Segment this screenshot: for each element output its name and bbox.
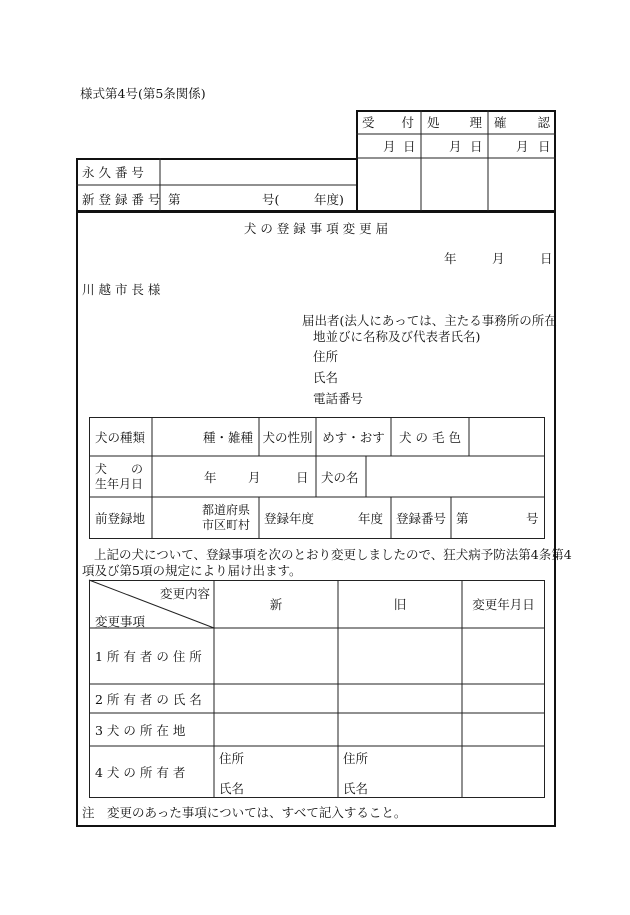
coat-label: 犬 の 毛 色 bbox=[399, 429, 461, 445]
notifier-label-1: 届出者(法人にあっては、主たる事務所の所在 bbox=[302, 313, 557, 328]
header-change-date: 変更年月日 bbox=[472, 597, 535, 612]
registration-year-suffix: 年度 bbox=[358, 510, 384, 526]
previous-place-label: 前登録地 bbox=[95, 510, 146, 526]
footnote: 注 変更のあった事項については、すべて記入すること。 bbox=[82, 805, 407, 820]
confirmation-day: 日 bbox=[538, 139, 551, 154]
registration-number-prefix: 第 bbox=[456, 510, 469, 526]
notifier-address-label: 住所 bbox=[313, 349, 339, 364]
permanent-number-label: 永 久 番 号 bbox=[82, 164, 144, 180]
registration-number-label: 登録番号 bbox=[396, 510, 447, 526]
statement-line-1: 上記の犬について、登録事項を次のとおり変更しましたので、狂犬病予防法第4条第4 bbox=[94, 547, 572, 562]
notifier-label-2: 地並びに名称及び代表者氏名) bbox=[313, 329, 481, 344]
received-month: 月 bbox=[383, 139, 396, 154]
date-day: 日 bbox=[540, 251, 553, 266]
sex-label: 犬の性別 bbox=[262, 429, 313, 445]
birth-month: 月 bbox=[248, 469, 261, 485]
registration-number-suffix: 号 bbox=[526, 510, 539, 526]
change-row-dog-owner: 4 犬 の 所 有 者 bbox=[95, 764, 186, 780]
registration-year-label: 登録年度 bbox=[264, 510, 315, 526]
new-owner-name-label: 氏名 bbox=[219, 781, 245, 796]
dog-name-label: 犬の名 bbox=[321, 469, 359, 485]
birth-day: 日 bbox=[296, 469, 309, 485]
new-registration-year-suffix: 年度) bbox=[314, 191, 344, 207]
header-change-content: 変更内容 bbox=[160, 586, 211, 601]
received-header: 受 付 bbox=[362, 115, 414, 130]
change-row-owner-address: 1 所 有 者 の 住 所 bbox=[95, 649, 202, 664]
new-registration-prefix: 第 bbox=[168, 191, 181, 207]
change-row-owner-name: 2 所 有 者 の 氏 名 bbox=[95, 691, 202, 707]
header-change-item: 変更事項 bbox=[95, 614, 146, 629]
confirmation-header: 確 認 bbox=[494, 115, 550, 130]
received-day: 日 bbox=[403, 139, 416, 154]
form-number: 様式第4号(第5条関係) bbox=[80, 86, 206, 101]
sex-value: めす・おす bbox=[322, 429, 385, 445]
change-row-dog-location: 3 犬 の 所 在 地 bbox=[95, 722, 186, 738]
confirmation-month: 月 bbox=[516, 139, 529, 154]
processing-day: 日 bbox=[470, 139, 483, 154]
form-title: 犬 の 登 録 事 項 変 更 届 bbox=[243, 221, 389, 236]
header-new: 新 bbox=[269, 597, 283, 612]
processing-header: 処 理 bbox=[427, 115, 482, 130]
date-month: 月 bbox=[492, 251, 505, 266]
breed-label: 犬の種類 bbox=[95, 429, 146, 445]
old-owner-address-label: 住所 bbox=[343, 751, 369, 766]
prefecture-municipality: 都道府県 市区町村 bbox=[202, 502, 251, 532]
birth-label: 犬 の 生年月日 bbox=[95, 461, 144, 491]
notifier-phone-label: 電話番号 bbox=[313, 391, 364, 406]
new-registration-label: 新 登 録 番 号 bbox=[82, 191, 161, 207]
statement-line-2: 項及び第5項の規定により届け出ます。 bbox=[82, 563, 302, 578]
processing-month: 月 bbox=[449, 139, 462, 154]
addressee: 川 越 市 長 様 bbox=[82, 282, 161, 297]
new-registration-suffix: 号( bbox=[262, 191, 280, 207]
notifier-name-label: 氏名 bbox=[313, 370, 339, 385]
date-year: 年 bbox=[444, 251, 457, 266]
birth-year: 年 bbox=[204, 469, 217, 485]
breed-value: 種・雑種 bbox=[202, 429, 253, 445]
new-owner-address-label: 住所 bbox=[219, 751, 245, 766]
old-owner-name-label: 氏名 bbox=[343, 781, 369, 796]
header-old: 旧 bbox=[393, 597, 407, 612]
